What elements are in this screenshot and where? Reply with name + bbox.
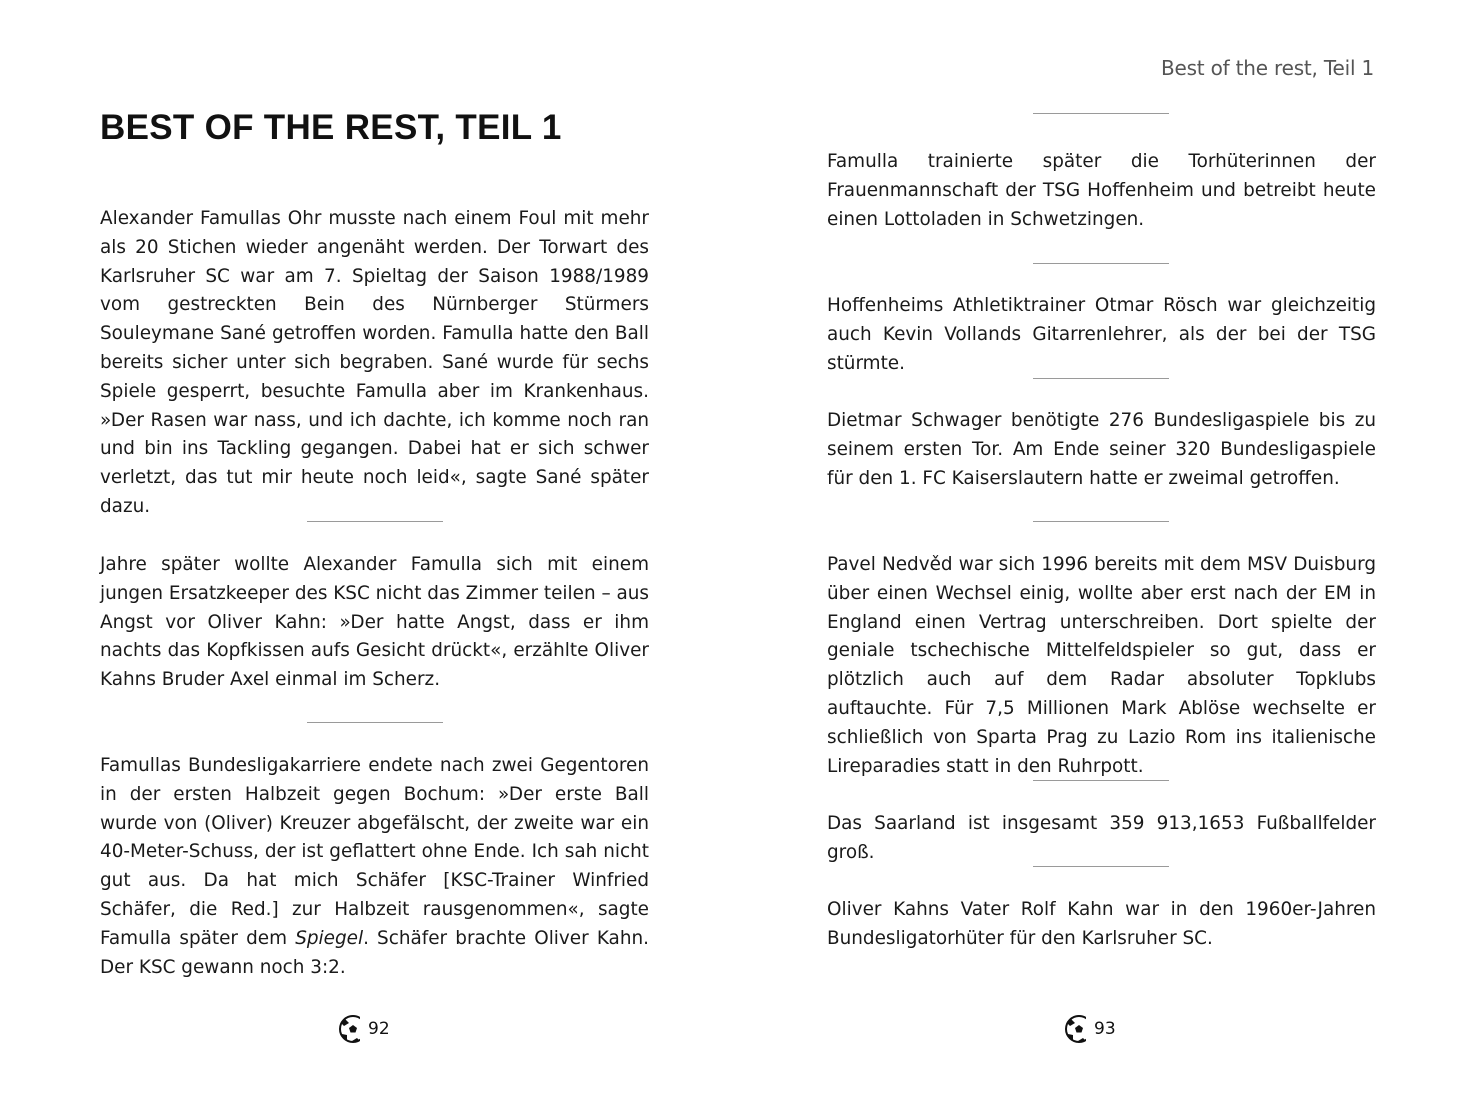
section-divider	[1033, 263, 1169, 264]
section-divider	[1033, 521, 1169, 522]
section-divider	[1033, 780, 1169, 781]
running-head: Best of the rest, Teil 1	[1160, 56, 1374, 80]
paragraph: Dietmar Schwager benötigte 276 Bundesligaspiele bis zu seinem ersten Tor. Am Ende seiner 320 Bundesligaspiele für den 1. FC Kaiserslautern hatte er zweimal getroffen.	[827, 410, 1376, 489]
paragraph-text: . Schäfer brachte Oliver Kahn. Der KSC gewann noch 3:2.	[100, 927, 649, 978]
section-divider	[307, 722, 443, 723]
page-folio	[338, 1012, 390, 1046]
page-folio	[1064, 1012, 1116, 1046]
chapter-title: BEST OF THE REST, TEIL 1	[100, 108, 562, 147]
page-number: 92	[368, 1019, 390, 1039]
paragraph	[100, 752, 649, 982]
page-number: 93	[1094, 1019, 1116, 1039]
soccer-ball-icon	[1064, 1014, 1094, 1044]
soccer-ball-icon	[338, 1014, 368, 1044]
paragraph: Jahre später wollte Alexander Famulla sich mit einem jungen Ersatzkeeper des KSC nicht das Zimmer teilen – aus Angst vor Oliver Kahn: »Der hatte Angst, dass er ihm nachts das Kopfkissen aufs Gesicht drückt«, erzählte Oliver Kahns Bruder Axel einmal im Scherz.	[100, 554, 649, 691]
magazine-title: Spiegel	[295, 927, 364, 949]
paragraph: Das Saarland ist insgesamt 359 913,1653 Fußballfelder groß.	[827, 813, 1376, 863]
paragraph: Alexander Famullas Ohr musste nach einem Foul mit mehr als 20 Stichen wieder angenäht werden. Der Torwart des Karlsruher SC war am 7. Spieltag der Saison 1988/1989 vom gestreckten Bein des Nürnberger Stürmers Souleymane Sané getroffen worden. Famulla hatte den Ball bereits sicher unter sich begraben. Sané wurde für sechs Spiele gesperrt, besuchte Famulla aber im Krankenhaus. »Der Rasen war nass, und ich dachte, ich komme noch ran und bin ins Tackling gegangen. Dabei hat er sich schwer verletzt, das tut mir heute noch leid«, sagte Sané später dazu.	[100, 208, 649, 517]
paragraph: Pavel Nedvěd war sich 1996 bereits mit dem MSV Duisburg über einen Wechsel einig, wollte aber erst nach der EM in England einen Vertrag unterschreiben. Dort spielte der geniale tschechische Mittelfeldspieler so gut, dass er plötzlich auch auf dem Radar absoluter Topklubs auftauchte. Für 7,5 Millionen Mark Ablöse wechselte er schließlich von Sparta Prag zu Lazio Rom ins italienische Lireparadies statt in den Ruhrpott.	[827, 554, 1376, 777]
paragraph: Oliver Kahns Vater Rolf Kahn war in den 1960er-Jahren Bundesligatorhüter für den Karlsruher SC.	[827, 899, 1376, 949]
section-divider	[1033, 378, 1169, 379]
paragraph-text: Famullas Bundesligakarriere endete nach zwei Gegentoren in der ersten Halbzeit gegen Bochum: »Der erste Ball wurde von (Oliver) Kreuzer abgefälscht, der zweite war ein 40-Meter-Schuss, der ist geflattert ohne Ende. Ich sah nicht gut aus. Da hat mich Schäfer [KSC-Trainer Winfried Schäfer, die Red.] zur Halbzeit rausgenommen«, sagte Famulla später dem	[100, 755, 649, 949]
right-page	[738, 0, 1476, 1104]
section-divider	[1033, 866, 1169, 867]
section-divider	[307, 521, 443, 522]
paragraph: Hoffenheims Athletiktrainer Otmar Rösch war gleichzeitig auch Kevin Vollands Gitarrenlehrer, als der bei der TSG stürmte.	[827, 295, 1376, 374]
paragraph: Famulla trainierte später die Torhüterinnen der Frauenmannschaft der TSG Hoffenheim und betreibt heute einen Lottoladen in Schwetzingen.	[827, 151, 1376, 230]
section-divider	[1033, 113, 1169, 114]
